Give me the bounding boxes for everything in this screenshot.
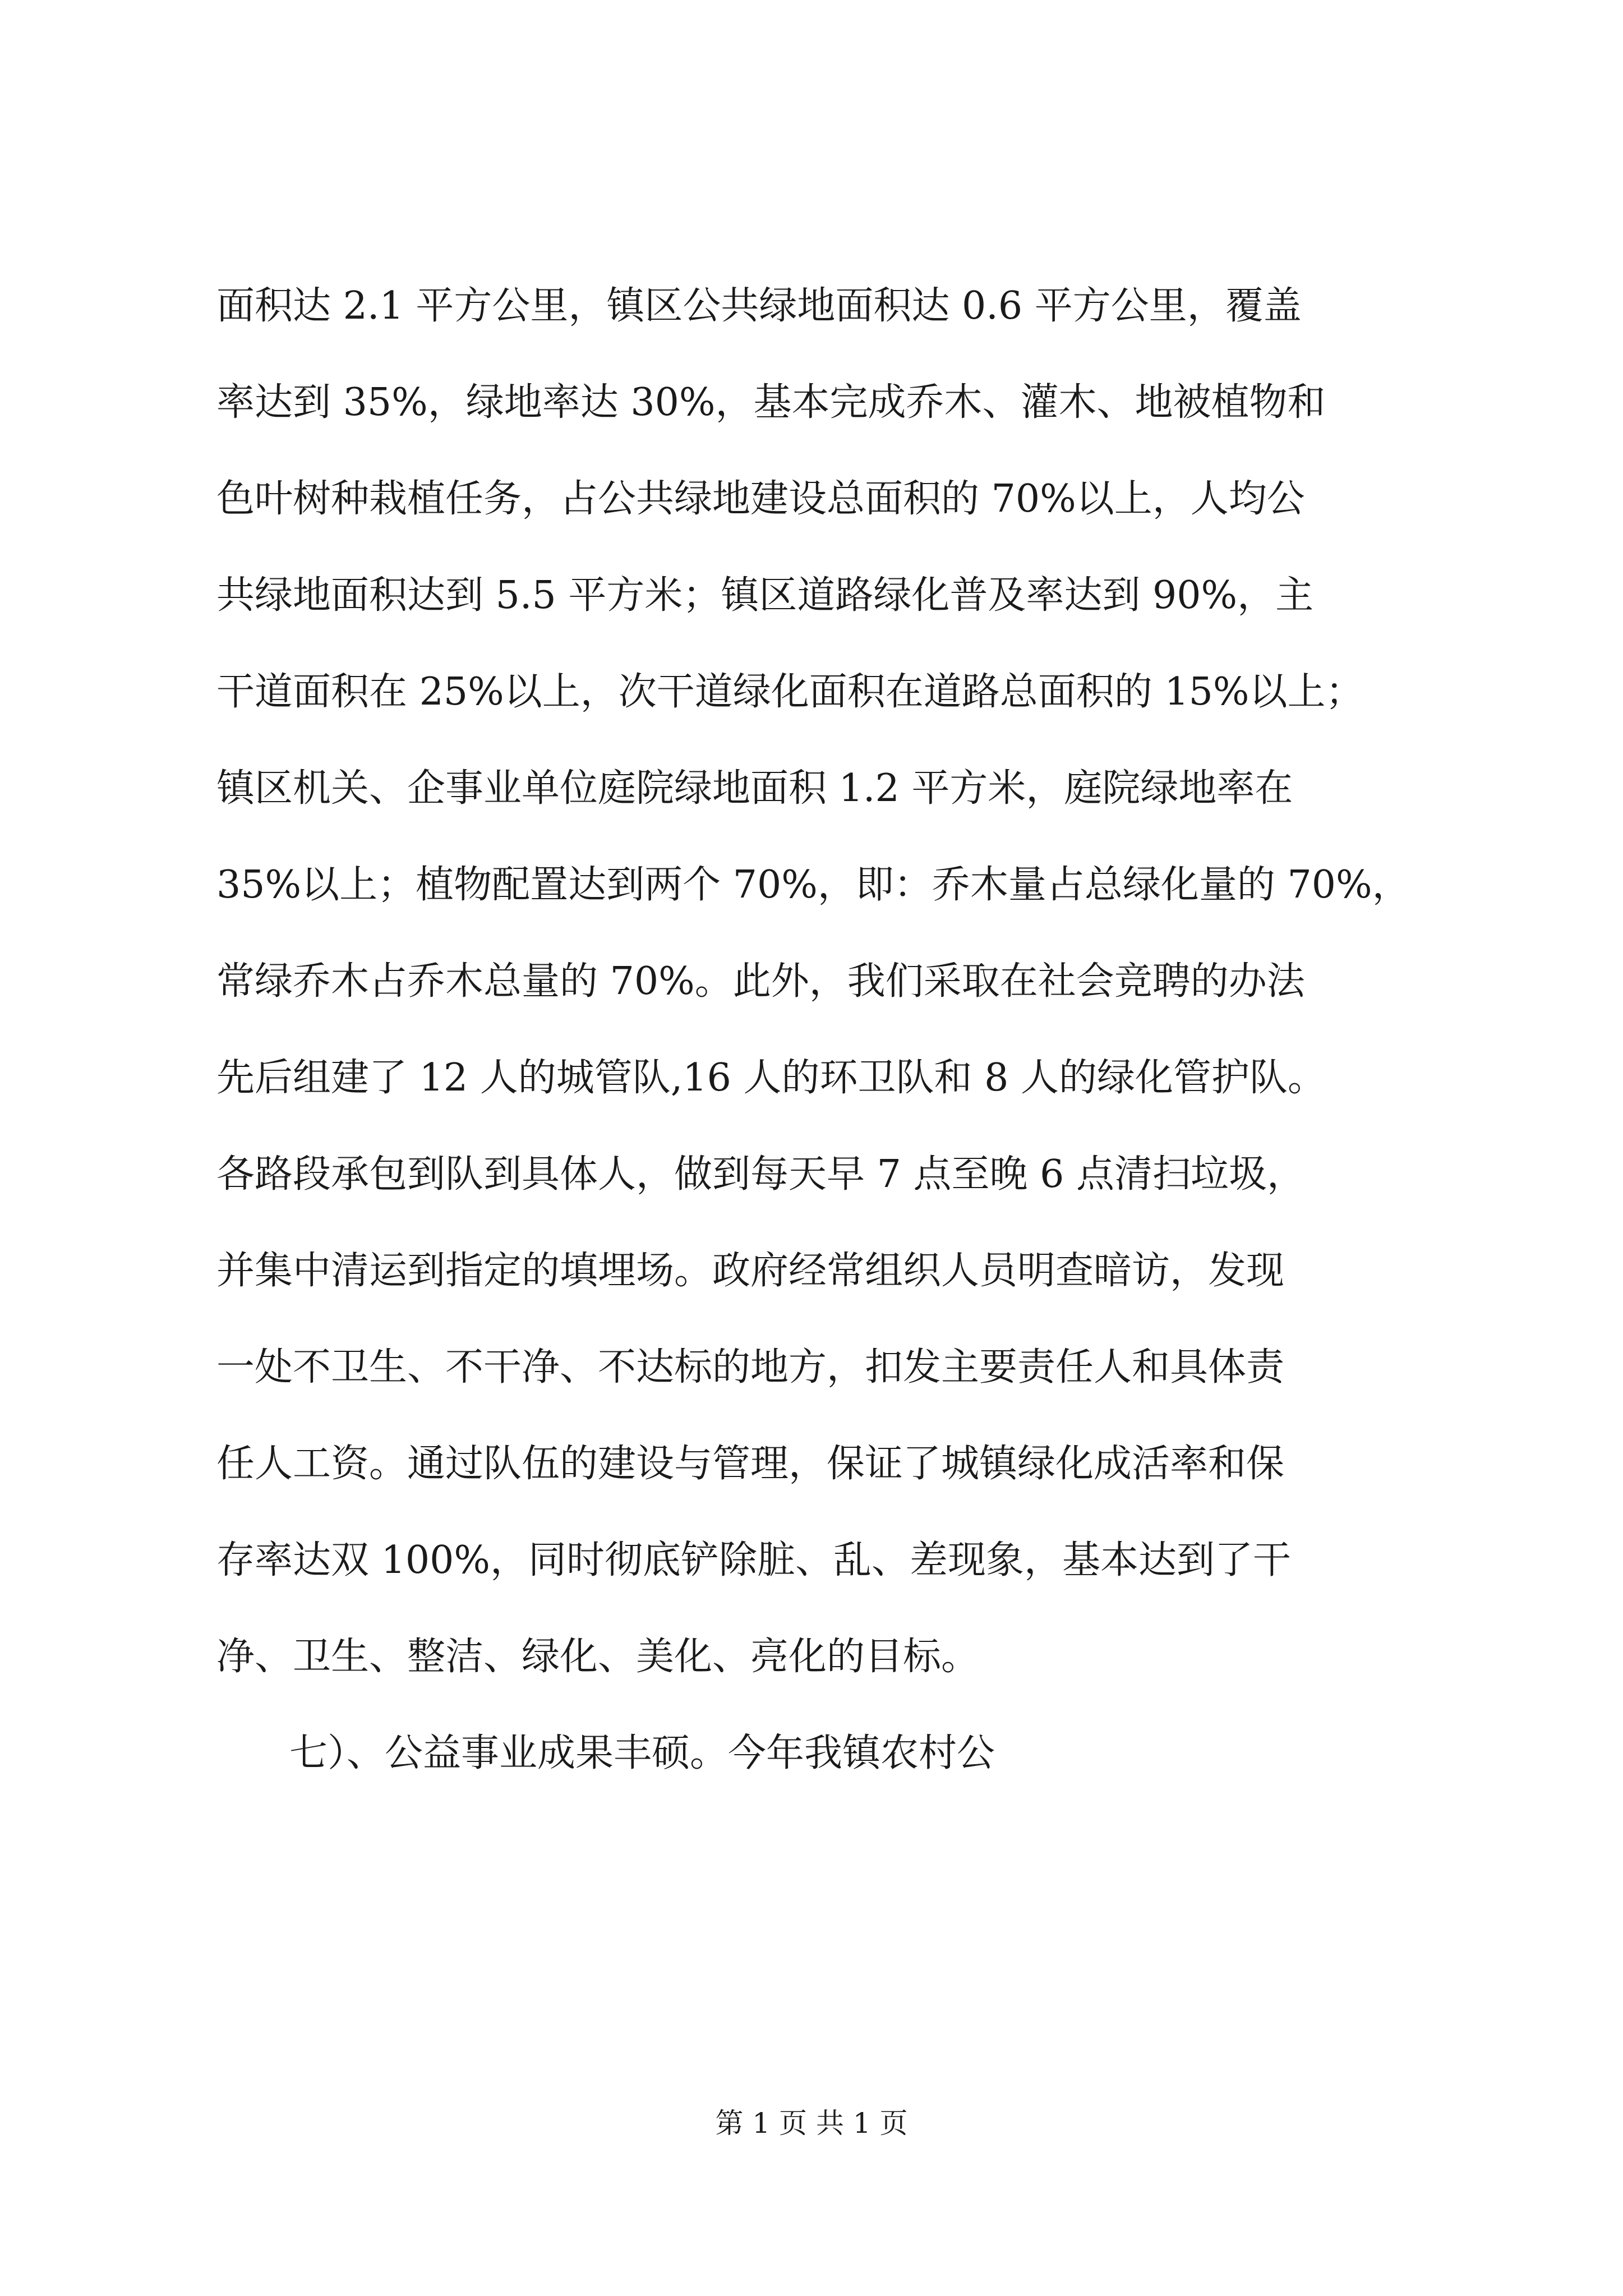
- body-line: 先后组建了 12 人的城管队,16 人的环卫队和 8 人的绿化管护队。: [216, 1056, 1326, 1100]
- section-heading-line: 七）、公益事业成果丰硕。今年我镇农村公: [289, 1731, 995, 1775]
- document-body: [216, 258, 1450, 1802]
- body-line: 一处不卫生、不干净、不达标的地方，扣发主要责任人和具体责: [216, 1345, 1285, 1389]
- body-line: 面积达 2.1 平方公里，镇区公共绿地面积达 0.6 平方公里，覆盖: [216, 284, 1302, 328]
- body-line: 并集中清运到指定的填埋场。政府经常组织人员明查暗访，发现: [216, 1249, 1285, 1293]
- body-line: 35%以上；植物配置达到两个 70%，即：乔木量占总绿化量的 70%，: [216, 863, 1410, 907]
- page-number-footer: 第 1 页 共 1 页: [715, 2107, 908, 2139]
- body-line: 各路段承包到队到具体人，做到每天早 7 点至晚 6 点清扫垃圾，: [216, 1152, 1305, 1197]
- body-line: 存率达双 100%，同时彻底铲除脏、乱、差现象，基本达到了干: [216, 1538, 1292, 1582]
- body-line: 共绿地面积达到 5.5 平方米；镇区道路绿化普及率达到 90%，主: [216, 573, 1314, 618]
- body-line: 净、卫生、整洁、绿化、美化、亮化的目标。: [216, 1635, 980, 1679]
- body-line: 率达到 35%，绿地率达 30%，基本完成乔木、灌木、地被植物和: [216, 380, 1326, 425]
- body-line: 色叶树种栽植任务，占公共绿地建设总面积的 70%以上，人均公: [216, 477, 1305, 521]
- body-line: 常绿乔木占乔木总量的 70%。此外，我们采取在社会竞聘的办法: [216, 959, 1305, 1004]
- body-line: 任人工资。通过队伍的建设与管理，保证了城镇绿化成活率和保: [216, 1442, 1285, 1486]
- body-line: 干道面积在 25%以上，次干道绿化面积在道路总面积的 15%以上；: [216, 670, 1364, 714]
- body-line: 镇区机关、企事业单位庭院绿地面积 1.2 平方米，庭院绿地率在: [216, 766, 1293, 811]
